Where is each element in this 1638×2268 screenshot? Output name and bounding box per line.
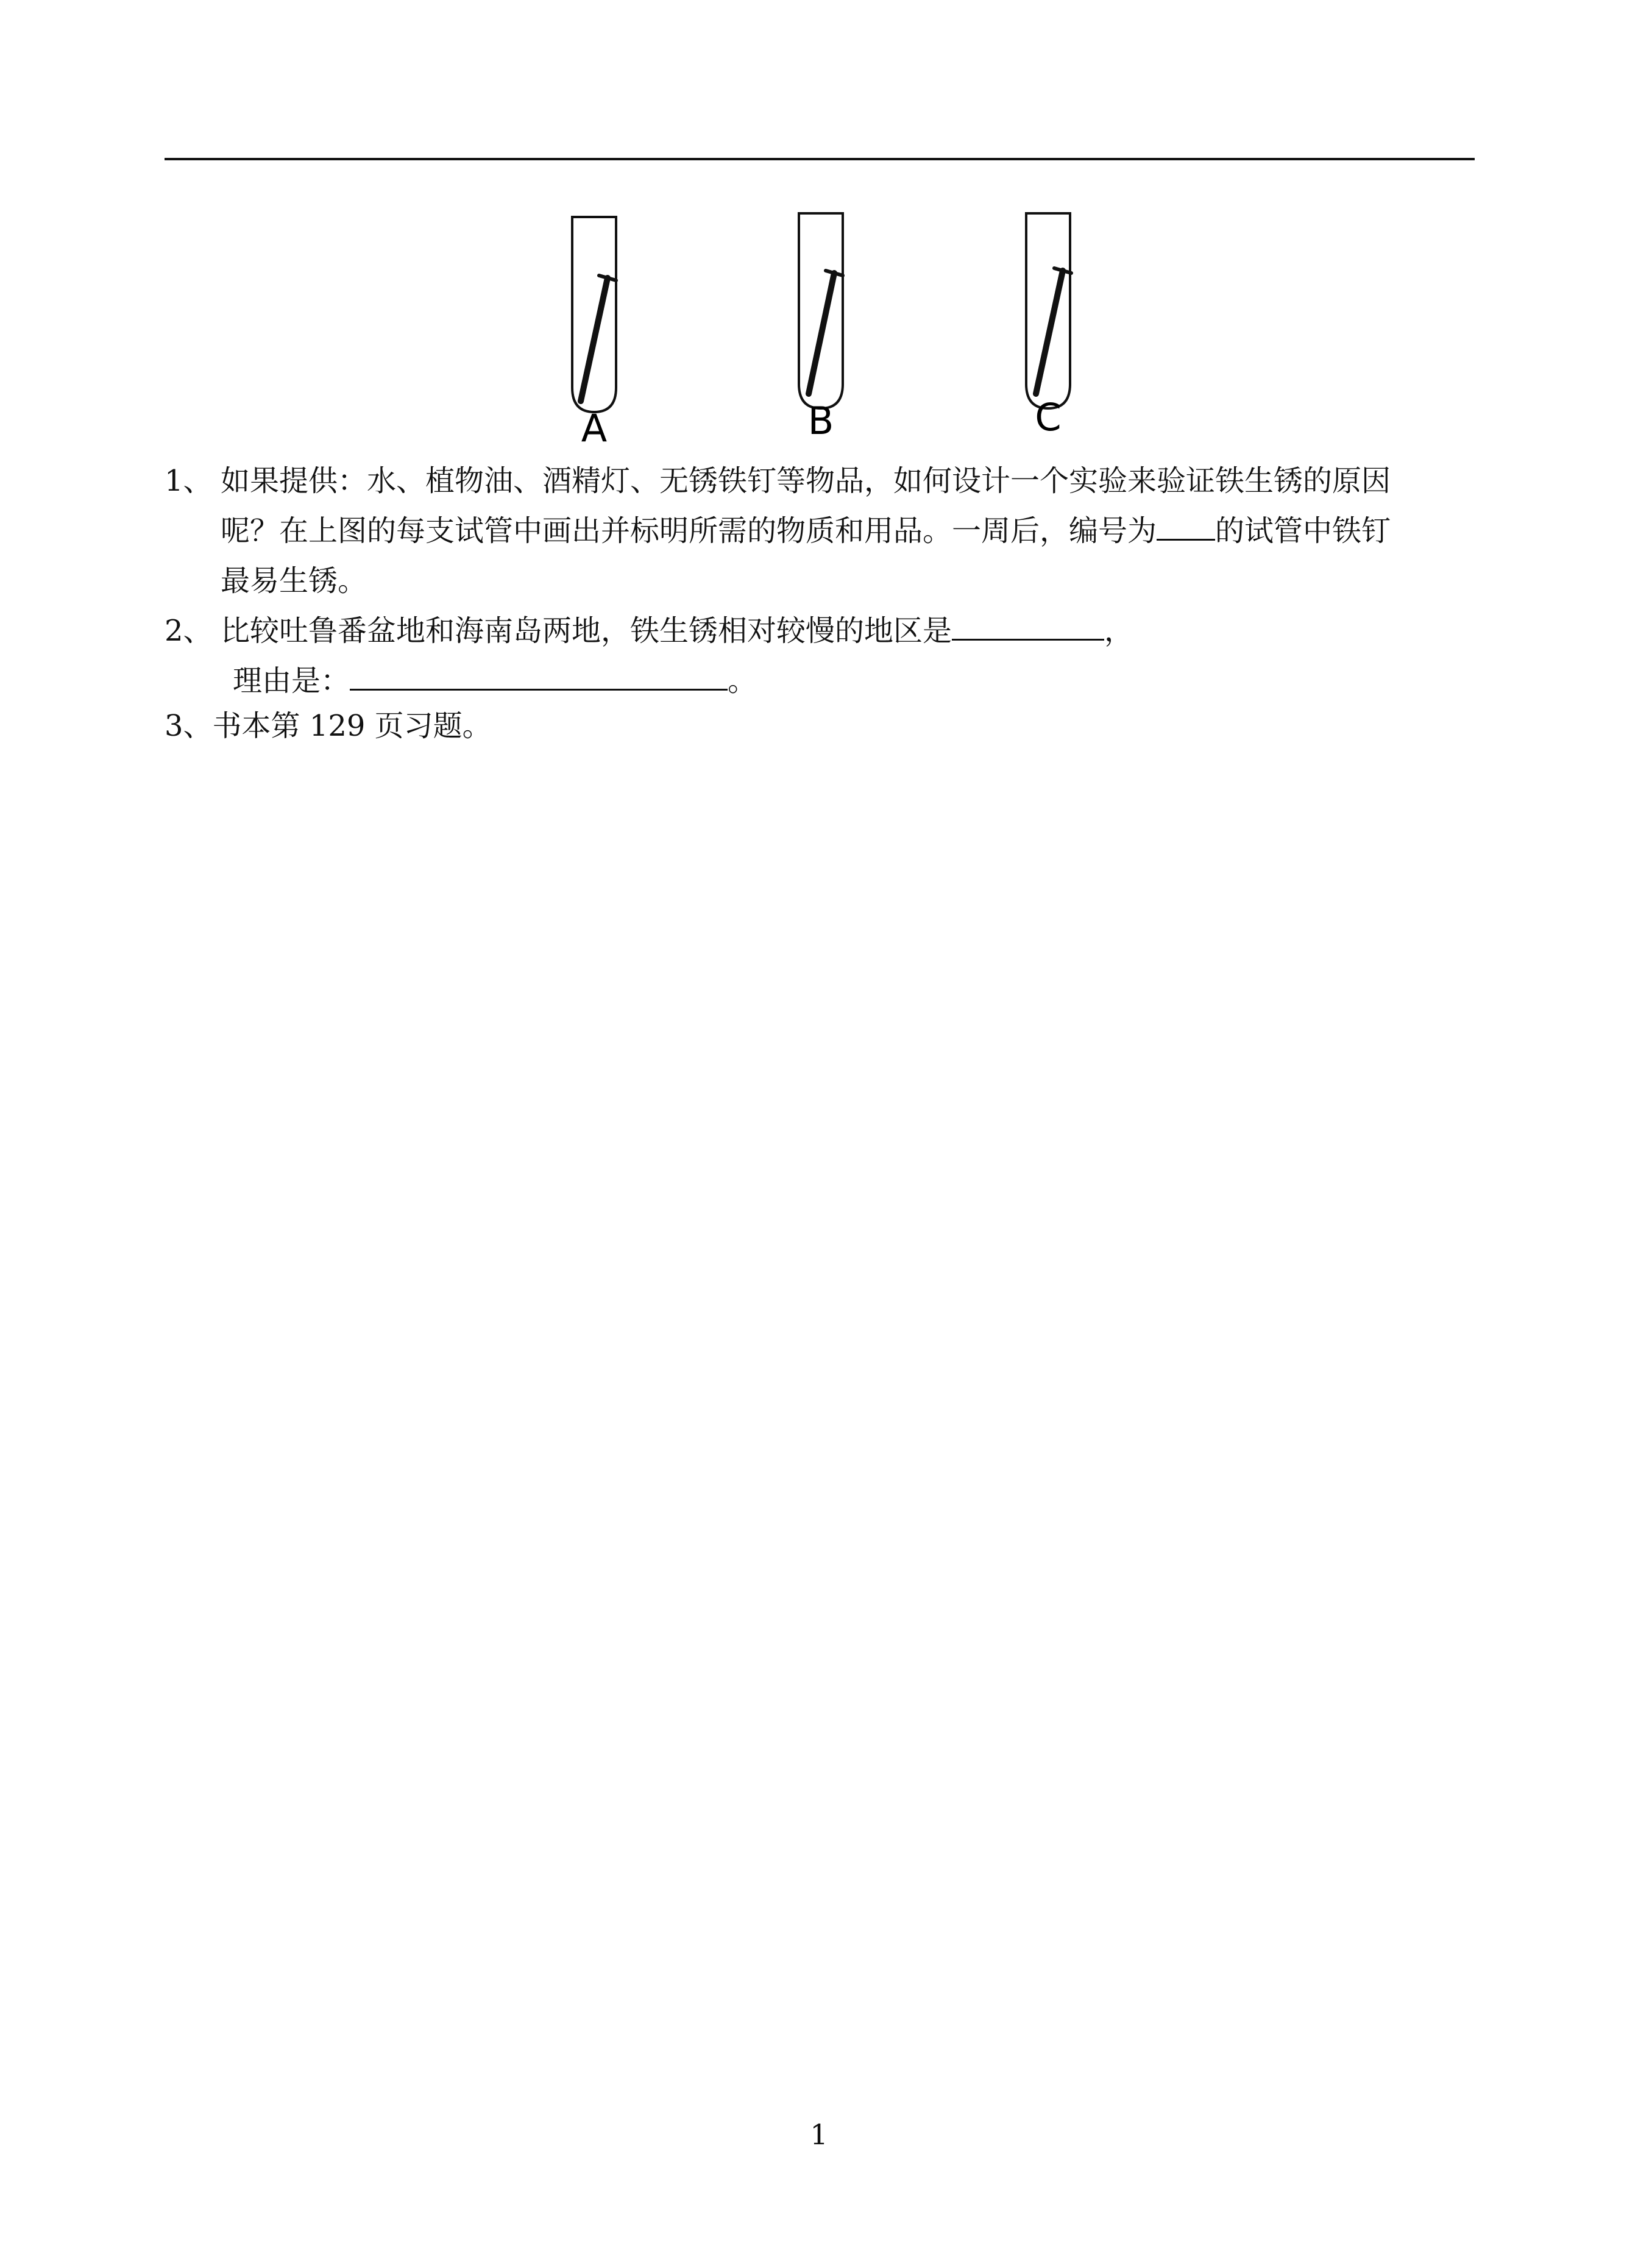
question-1-text-line-2b: 的试管中铁钉 bbox=[1215, 514, 1391, 548]
question-1 bbox=[165, 456, 1391, 606]
answer-blank-2b[interactable] bbox=[350, 657, 728, 691]
page-number: 1 bbox=[810, 2118, 828, 2151]
question-3-text: 书本第 129 页习题。 bbox=[212, 709, 492, 743]
question-3-line-1 bbox=[165, 701, 492, 751]
question-1-line-3 bbox=[165, 556, 1391, 606]
question-2-number: 2、 bbox=[165, 614, 213, 648]
tube-label-a: A bbox=[581, 406, 608, 443]
question-1-text-line-1: 如果提供：水、植物油、酒精灯、无锈铁钉等物品，如何设计一个实验来验证铁生锈的原因 bbox=[221, 464, 1391, 498]
nail-c bbox=[1036, 271, 1063, 394]
question-1-text-line-2a: 呢？在上图的每支试管中画出并标明所需的物质和用品。一周后，编号为 bbox=[221, 514, 1157, 548]
test-tube-b-drawing bbox=[790, 207, 851, 439]
test-tube-b bbox=[790, 207, 851, 439]
test-tube-c bbox=[1018, 207, 1079, 439]
question-2-period: 。 bbox=[728, 664, 757, 698]
question-1-number: 1、 bbox=[165, 464, 213, 498]
nail-b bbox=[809, 273, 834, 394]
question-3-number: 3、 bbox=[165, 709, 213, 743]
answer-blank-1[interactable] bbox=[1157, 507, 1215, 541]
question-3 bbox=[165, 701, 492, 751]
question-1-text-line-3: 最易生锈。 bbox=[221, 564, 367, 598]
question-2 bbox=[165, 606, 1133, 706]
question-2-comma: ， bbox=[1104, 614, 1134, 648]
question-2-reason-label: 理由是： bbox=[233, 664, 350, 698]
question-2-text-line-1: 比较吐鲁番盆地和海南岛两地，铁生锈相对较慢的地区是 bbox=[221, 614, 952, 648]
test-tube-a bbox=[564, 211, 625, 443]
question-2-line-1 bbox=[165, 606, 1133, 656]
tube-label-b: B bbox=[807, 399, 834, 439]
test-tube-a-drawing bbox=[564, 211, 625, 443]
tube-label-c: C bbox=[1035, 395, 1062, 439]
question-1-line-2 bbox=[165, 506, 1391, 556]
answer-blank-2a[interactable] bbox=[952, 607, 1104, 641]
header-rule bbox=[165, 158, 1475, 160]
test-tube-c-drawing bbox=[1018, 207, 1079, 439]
question-1-line-1 bbox=[165, 456, 1391, 506]
question-2-line-2 bbox=[165, 656, 1133, 706]
nail-a bbox=[581, 278, 608, 401]
test-tube-figure bbox=[536, 201, 1103, 443]
